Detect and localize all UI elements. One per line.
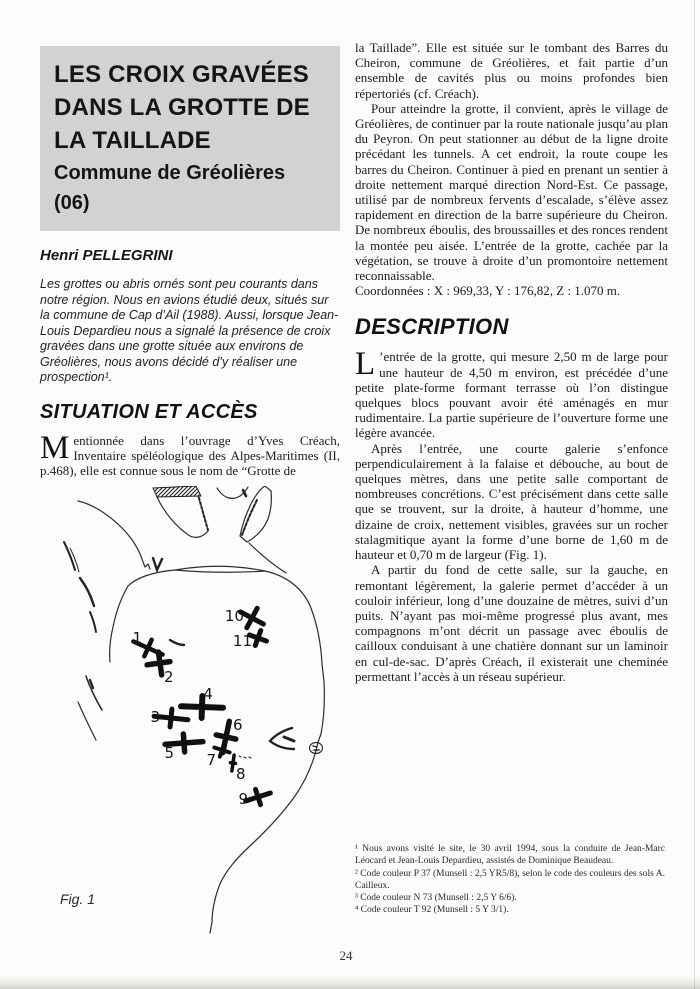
page-number: 24 <box>339 948 353 963</box>
dropcap-letter: M <box>40 429 70 466</box>
rock-hole-detail <box>313 746 319 750</box>
coordinates-line: Coordonnées : X : 969,33, Y : 176,82, Z : 1.070 m. <box>355 283 621 299</box>
cross-number-label: 8 <box>236 765 246 784</box>
article-title-line: DANS LA GROTTE DE <box>54 94 310 121</box>
body-paragraph: Pour atteindre la grotte, il convient, après le village de Gréolières, de continuer par la route nationale jusqu’au plan du Peyron. On peut stationner au début de la ligne droite précédant les tunnels. A cet endroit, la route coupe les barres du Cheiron. Continuer à pied en prenant un sentier à droite nettement marqué direction Nord-Est. Ce passage, utilisé par de nombreux fervents d’escalade, s’élève assez rapidement en direction de la barre supérieure du Cheiron. De nombreux éboulis, des broussailles et des ronces rendent la montée peu aisée. L’entrée de la grotte, cachée par la végétation, se trouve à droite d’un promontoire nettement reconnaissable. <box>355 100 669 284</box>
cross-number-label: 6 <box>233 716 243 735</box>
cliff-line <box>78 501 150 569</box>
hatched-rock <box>153 486 201 497</box>
rock-crack <box>90 612 96 632</box>
rock-line <box>249 543 286 573</box>
article-subtitle-line: Commune de Gréolières <box>54 162 286 184</box>
cross-number-label: 1 <box>132 629 142 648</box>
title-block <box>40 46 340 231</box>
body-paragraph <box>40 429 340 479</box>
cross-number-label: 2 <box>164 668 174 687</box>
article-title-line: LA TAILLADE <box>54 127 211 154</box>
cross-number-label: 7 <box>206 751 216 770</box>
dropcap-letter: L <box>355 346 376 383</box>
body-paragraph <box>355 346 668 441</box>
body-paragraph: la Taillade”. Elle est située sur le tombant des Barres du Cheiron, commune de Gréolières, et fait partie d’un ensemble de cavités plus ou moins profondes bien répertoriés (cf. Créach). <box>355 40 668 101</box>
footnotes-block <box>355 843 665 917</box>
section-heading-description: DESCRIPTION <box>355 314 509 340</box>
rock-crack <box>80 578 94 606</box>
footnote: ⁴ Code couleur T 92 (Munsell : 5 Y 3/1). <box>355 905 509 916</box>
cross-number-label: 11 <box>232 632 252 651</box>
rock-crack <box>242 500 257 535</box>
footnote: ² Code couleur P 37 (Munsell : 2,5 YR5/8), selon le code des couleurs des sols A. Cailleux. <box>355 868 665 891</box>
v-notch <box>153 558 162 570</box>
article-title-line: LES CROIX GRAVÉES <box>54 61 310 88</box>
paragraph-text: ’entrée de la grotte, qui mesure 2,50 m de large pour une hauteur de 4,50 m environ, est précédée d’une petite plate-forme formant terrasse où l’on distingue quelques blocs pouvant avoir été aménagés en mur rudimentaire. La partie supérieure de l’ouverture forme une légère avancée. <box>355 349 668 441</box>
body-paragraph: A partir du fond de cette salle, sur la gauche, en remontant légèrement, la galerie permet d’accéder à un couloir inférieur, long d’une douzaine de mètres, suivi d’un puits. N’ayant pas moi-même progressé plus avant, mes compagnons m’ont décrit un passage avec éboulis de cailloux conduisant à une chatière donnant sur un laminoir en cul-de-sac. D’après Créach, il existerait une cheminée permettant l’accès à un réseau supérieur. <box>355 562 668 684</box>
paragraph-text: entionnée dans l’ouvrage d’Yves Créach, Inventaire spéléologique des Alpes-Maritimes (II, p.468), elle est connue sous le nom de “Grotte de <box>40 432 340 478</box>
cross-mark-4 <box>181 695 224 718</box>
cross-number-label: 10 <box>224 607 244 626</box>
article-subtitle-line: (06) <box>54 192 90 214</box>
author-name: Henri PELLEGRINI <box>40 247 173 264</box>
article-abstract: Les grottes ou abris ornés sont peu courants dans notre région. Nous en avions étudié deux, situés sur la commune de Cap d’Ail (1988). Aussi, lorsque Jean-Louis Depardieu nous a signalé la présence de croix gravées dans une grotte située aux environs de Gréolières, nous avons décidé d’y réaliser une prospection¹. <box>40 277 339 384</box>
tiny-marks <box>239 756 251 758</box>
rock-top-lens <box>175 566 265 572</box>
figure-drawing <box>40 486 340 936</box>
footnote: ³ Code couleur N 73 (Munsell : 2,5 Y 6/6). <box>355 893 517 904</box>
figure-1 <box>40 486 340 941</box>
cross-number-label: 9 <box>238 790 248 809</box>
rock-outline <box>110 586 128 662</box>
cliff-line <box>78 702 96 740</box>
rock-outline <box>128 570 175 586</box>
cross-number-label: 3 <box>150 708 160 727</box>
left-column <box>40 46 340 941</box>
rock-crack <box>284 737 294 741</box>
right-column <box>355 40 668 684</box>
footnote: ¹ Nous avons visité le site, le 30 avril 1994, sous la conduite de Jean-Marc Léocard et Jean-Louis Depardieu, assistés de Dominique Beaudeau. <box>355 844 665 867</box>
cross-number-label: 4 <box>203 685 213 704</box>
cross-number-label: 5 <box>164 744 174 763</box>
section-heading-situation: SITUATION ET ACCÈS <box>40 400 258 423</box>
rock-crack <box>86 676 102 710</box>
rock-crack <box>170 640 184 645</box>
figure-caption: Fig. 1 <box>60 891 96 908</box>
body-paragraph: Après l’entrée, une courte galerie s’enfonce perpendiculairement à la falaise et débouche, au bout de quelques mètres, dans une petite salle comportant de nombreuses concrétions. C’est précisément dans cette salle que se trouvent, sur la droite, à hauteur d’homme, une dizaine de croix, nettement visibles, gravées sur un rocher stalagmitique ayant la forme d’une borne de 1,60 m de hauteur et 0,70 m de largeur (Fig. 1). <box>355 440 668 563</box>
